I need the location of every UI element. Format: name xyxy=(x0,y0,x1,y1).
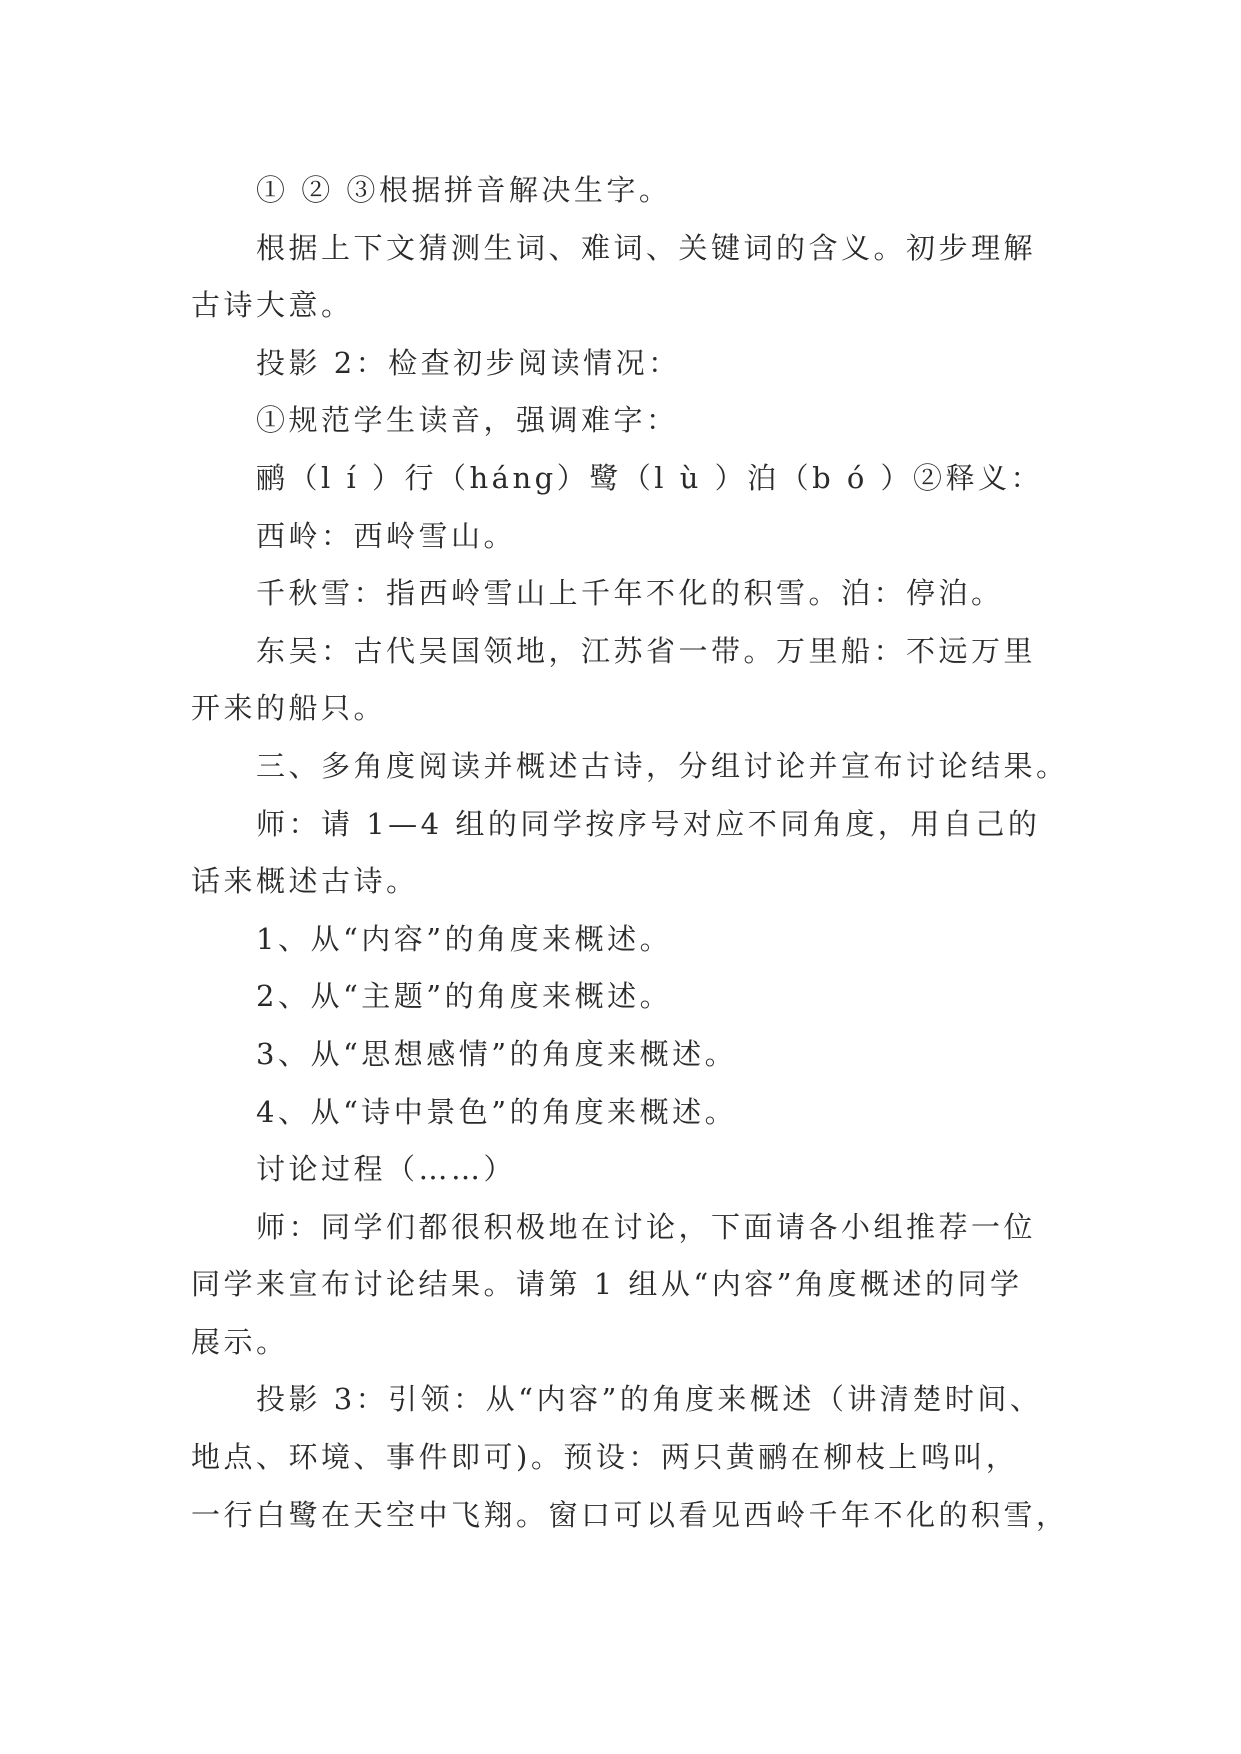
paragraph-line: 开来的船只。 xyxy=(191,691,387,726)
document-body xyxy=(191,162,1076,1544)
list-item: 1、从“内容”的角度来概述。 xyxy=(256,921,673,956)
paragraph-line: 古诗大意。 xyxy=(191,288,354,323)
paragraph-line: 投影 2：检查初步阅读情况： xyxy=(256,345,681,380)
paragraph-line: 师：同学们都很积极地在讨论，下面请各小组推荐一位 xyxy=(256,1209,1037,1244)
paragraph-line: 展示。 xyxy=(191,1324,289,1359)
list-item: 4、从“诗中景色”的角度来概述。 xyxy=(256,1094,738,1129)
paragraph-line: ①规范学生读音，强调难字： xyxy=(256,403,679,438)
paragraph-line: 一行白鹭在天空中飞翔。窗口可以看见西岭千年不化的积雪， xyxy=(191,1497,1069,1532)
paragraph-line: 同学来宣布讨论结果。请第 1 组从“内容”角度概述的同学 xyxy=(191,1267,1023,1302)
section-heading: 三、多角度阅读并概述古诗，分组讨论并宣布讨论结果。 xyxy=(256,748,1069,783)
paragraph-line: 西岭：西岭雪山。 xyxy=(256,518,517,553)
paragraph-line: 话来概述古诗。 xyxy=(191,864,419,899)
paragraph-line: 投影 3：引领：从“内容”的角度来概述（讲清楚时间、 xyxy=(256,1382,1043,1417)
paragraph-line: 师：请 1—4 组的同学按序号对应不同角度，用自己的 xyxy=(256,806,1041,841)
paragraph-line: 东吴：古代吴国领地，江苏省一带。万里船：不远万里 xyxy=(256,633,1037,668)
list-item: 3、从“思想感情”的角度来概述。 xyxy=(256,1036,738,1071)
paragraph-line: 根据上下文猜测生词、难词、关键词的含义。初步理解 xyxy=(256,230,1037,265)
paragraph-line: 讨论过程（……） xyxy=(256,1152,517,1187)
paragraph-line: 地点、环境、事件即可)。预设：两只黄鹂在柳枝上鸣叫， xyxy=(191,1440,1019,1475)
paragraph-line: 鹂（l í ）行（háng）鹭（l ù ）泊（b ó ）②释义： xyxy=(256,460,1044,495)
list-item: 2、从“主题”的角度来概述。 xyxy=(256,979,673,1014)
paragraph-line: 千秋雪：指西岭雪山上千年不化的积雪。泊：停泊。 xyxy=(256,576,1004,611)
paragraph-line: ① ② ③根据拼音解决生字。 xyxy=(256,173,672,207)
